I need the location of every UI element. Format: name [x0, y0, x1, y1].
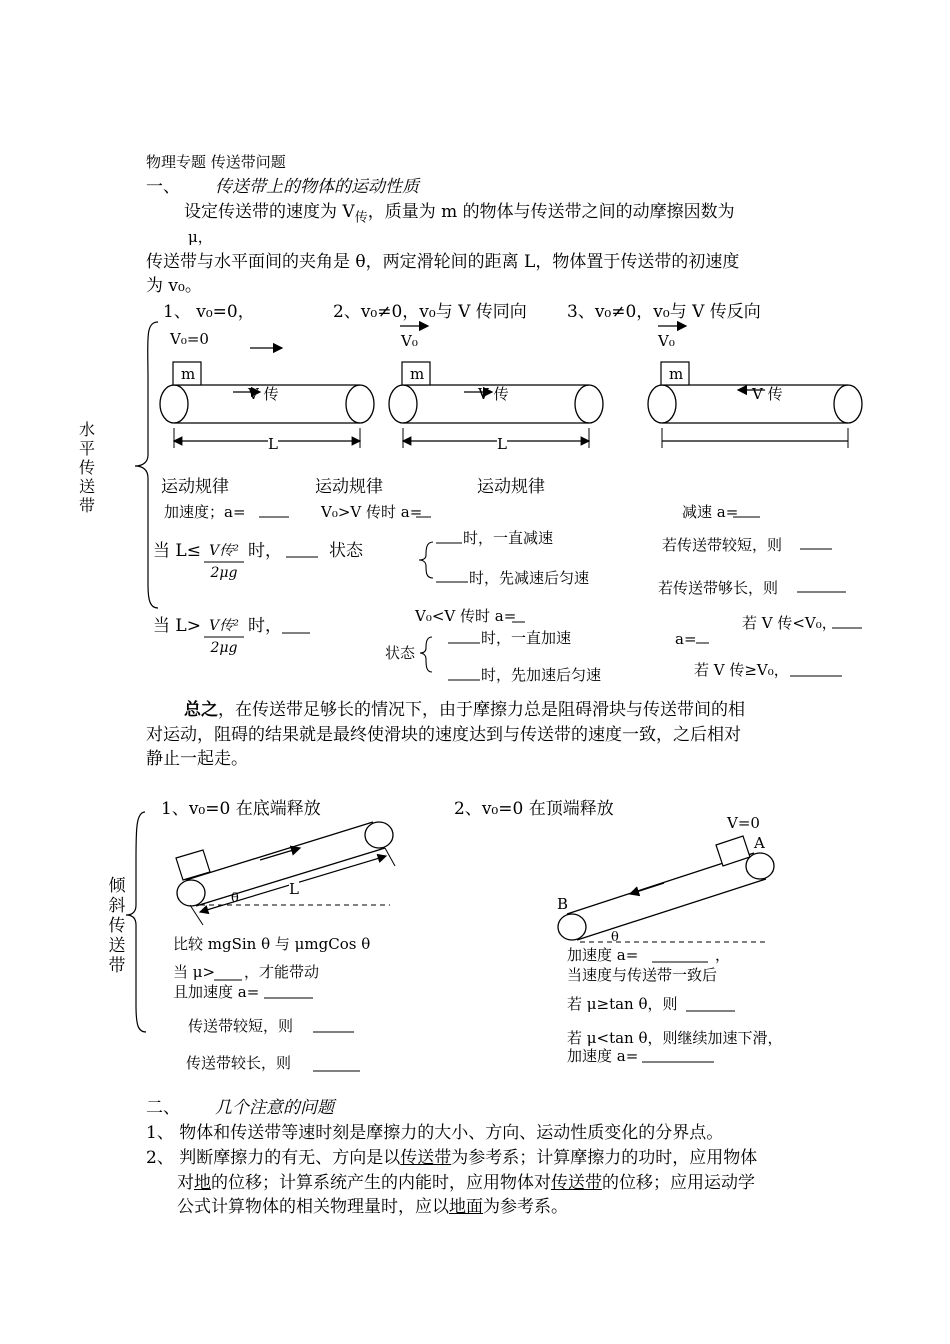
belt2-mass-label: m [410, 365, 425, 383]
case-3-heading: 3、v₀≠0，v₀与 V 传反向 [567, 302, 761, 322]
incline-mu-cond-rest: ，才能带动 [244, 963, 320, 981]
incline2-theta: θ [611, 930, 619, 945]
incline-short: 传送带较短，则 [188, 1017, 294, 1035]
always-decel: 时，一直减速 [463, 529, 554, 547]
incline-case-1: 1、v₀=0 在底端释放 [161, 799, 321, 819]
incline-belt-1 [176, 822, 395, 925]
belt1-v0-label: V₀=0 [170, 330, 209, 348]
incline-acc: 且加速度 a= [173, 983, 260, 1001]
state-label-2: 状态 [385, 644, 416, 662]
short-belt-1: 若传送带较短，则 [662, 536, 783, 554]
horizontal-belt-label: 水 平 传 送 带 [78, 420, 95, 515]
incline2-mu-ge: 若 μ≥tan θ，则 [567, 995, 678, 1013]
belt2-speed-label: V 传 [478, 385, 509, 403]
rule-label-1: 运动规律 [161, 477, 229, 497]
incline-compare: 比较 mgSin θ 与 μmgCos θ [173, 935, 371, 953]
incline1-length: L [289, 880, 299, 898]
fraction-den-1: 2μg [210, 565, 238, 581]
belt1-length-label: L [268, 435, 278, 453]
incline2-mu-lt: 若 μ<tan θ，则继续加速下滑， [567, 1029, 783, 1047]
note-2-line-2: 对地的位移；计算系统产生的内能时，应用物体对传送带的位移；应用运动学 [177, 1173, 755, 1193]
note-2-line-3: 公式计算物体的相关物理量时，应以地面为参考系。 [177, 1197, 568, 1217]
note-1: 1、 物体和传送带等速时刻是摩擦力的大小、方向、运动性质变化的分界点。 [146, 1123, 724, 1143]
fraction-den-2: 2μg [210, 640, 238, 656]
intro-line-3: 传送带与水平面间的夹角是 θ，两定滑轮间的距离 L，物体置于传送带的初速度 [146, 252, 740, 272]
belt1-speed-label: V 传 [248, 385, 279, 403]
incline-brace [126, 812, 146, 1032]
section-1-number: 一、 [146, 177, 180, 197]
doc-header: 物理专题 传送带问题 [146, 153, 286, 171]
incline-belt-label: 倾 斜 传 送 带 [108, 876, 126, 976]
long-belt-1: 若传送带够长，则 [658, 579, 779, 597]
belt3-v0-label: V₀ [658, 332, 675, 350]
rule-label-2: 运动规律 [315, 477, 383, 497]
case-1-heading: 1、 v₀=0， [163, 302, 255, 322]
incline2-same-speed: 当速度与传送带一致后 [567, 966, 718, 984]
state-label-1: 状态 [329, 541, 363, 561]
accel-then-uniform: 时，先加速后匀速 [481, 666, 602, 684]
incline2-point-B: B [557, 895, 569, 913]
case-2-heading: 2、v₀≠0，v₀与 V 传同向 [333, 302, 527, 322]
dec-case3: 减速 a= [682, 503, 739, 521]
note-2-line-1: 2、 判断摩擦力的有无、方向是以传送带为参考系；计算摩擦力的功时，应用物体 [146, 1148, 758, 1168]
incline2-point-A: A [754, 834, 765, 852]
fraction-num-1: V传² [209, 543, 239, 559]
incline-belt-2 [558, 836, 774, 942]
section-2-title: 几个注意的问题 [215, 1098, 334, 1118]
state-brace-2 [420, 637, 432, 672]
blank-lines [214, 517, 862, 1071]
belt3-speed-label: V 传 [752, 385, 783, 403]
acc-case2-less: V₀<V 传时 a= [415, 607, 517, 625]
intro-line-4: 为 v₀。 [146, 276, 202, 296]
section-1-title: 传送带上的物体的运动性质 [215, 177, 419, 197]
belt2-v0-label: V₀ [401, 332, 418, 350]
belt3-mass-label: m [669, 365, 684, 383]
incline2-v0: V=0 [727, 814, 760, 832]
acc-case2-greater: V₀>V 传时 a= [321, 503, 423, 521]
when-L-le: 当 L≤ [153, 541, 201, 561]
decel-then-uniform: 时，先减速后匀速 [469, 569, 590, 587]
summary-line-1: 总之，在传送带足够长的情况下，由于摩擦力总是阻碍滑块与传送带间的相 [184, 700, 745, 720]
incline2-acc-tail: ， [715, 946, 731, 964]
fraction-num-2: V传² [209, 618, 239, 634]
when-L-gt: 当 L> [153, 616, 201, 636]
incline1-theta: θ [231, 891, 239, 906]
belt1-mass-label: m [181, 365, 196, 383]
always-accel: 时，一直加速 [481, 629, 572, 647]
intro-line-1: 设定传送带的速度为 $V_传$，质量为 m 的物体与传送带之间的动摩擦因数为 [184, 202, 735, 226]
summary-line-3: 静止一起走。 [146, 749, 248, 769]
intro-line-2: μ， [188, 228, 213, 246]
summary-line-2: 对运动，阻碍的结果就是最终使滑块的速度达到与传送带的速度一致，之后相对 [146, 725, 741, 745]
a-eq: a= [675, 630, 697, 648]
when-L-gt-rest: 时， [248, 616, 282, 636]
vbelt-ge-v0: 若 V 传≥V₀， [694, 661, 789, 679]
section-2-number: 二、 [146, 1098, 180, 1118]
acc-case1: 加速度；a= [164, 503, 246, 521]
belt2-length-label: L [497, 435, 507, 453]
when-L-le-rest: 时， [248, 541, 282, 561]
incline-mu-cond: 当 μ> [173, 963, 216, 981]
incline-long: 传送带较长，则 [186, 1054, 292, 1072]
vbelt-less-v0: 若 V 传<V₀， [742, 614, 837, 632]
incline2-acc: 加速度 a= [567, 946, 639, 964]
incline-case-2: 2、v₀=0 在顶端释放 [454, 799, 614, 819]
rule-label-3: 运动规律 [477, 477, 545, 497]
horizontal-brace [135, 322, 158, 608]
incline2-acc3: 加速度 a= [567, 1047, 639, 1065]
state-brace-1 [419, 542, 433, 578]
